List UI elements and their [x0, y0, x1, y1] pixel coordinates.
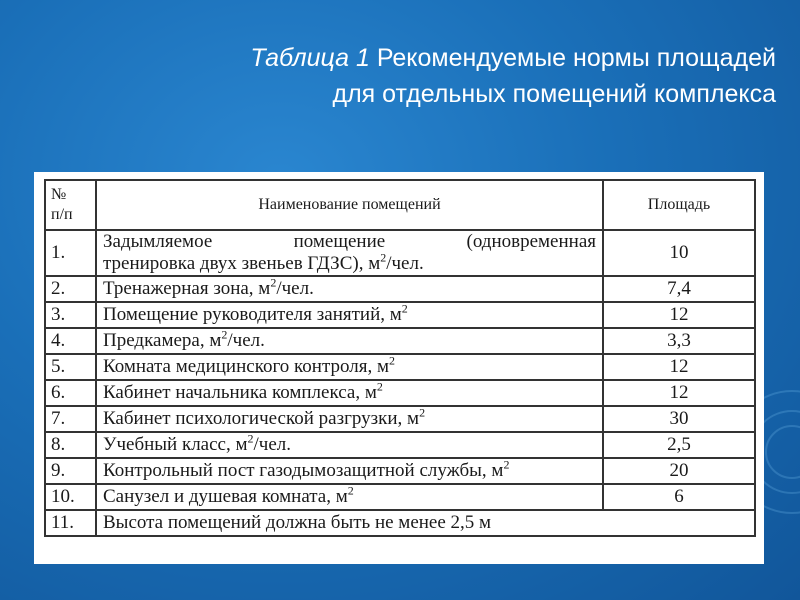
header-area: Площадь: [603, 180, 755, 230]
row-name: [96, 302, 603, 328]
row-name: [96, 354, 603, 380]
row-area: 20: [603, 458, 755, 484]
row-number: 3.: [45, 302, 96, 328]
header-number-line2: п/п: [51, 206, 73, 223]
row-sup: 2: [376, 379, 383, 394]
row-number: 4.: [45, 328, 96, 354]
table-row: [45, 458, 755, 484]
row-unit: /чел.: [276, 278, 314, 299]
row-name: Высота помещений должна быть не менее 2,5 м: [96, 510, 755, 536]
norms-table: [44, 179, 756, 537]
row-area: 10: [603, 230, 755, 276]
row-area: 2,5: [603, 432, 755, 458]
row-name: [96, 484, 603, 510]
table-row: [45, 510, 755, 536]
row-name-text: Контрольный пост газодымозащитной службы, м: [103, 460, 504, 481]
row-sup: 2: [221, 327, 228, 342]
slide-title: [96, 40, 776, 112]
header-number-line1: №: [51, 186, 67, 203]
row-sup: 2: [380, 250, 387, 265]
row-name: [96, 230, 603, 276]
table-row: [45, 484, 755, 510]
row-name: [96, 380, 603, 406]
row-name-text: Тренажерная зона, м: [103, 278, 271, 299]
row-sup: 2: [401, 301, 408, 316]
row-name-line1: Задымляемое помещение (одновременная: [103, 231, 596, 252]
row-name-text: Предкамера, м: [103, 330, 222, 351]
row-name-text: Кабинет психологической разгрузки, м: [103, 408, 420, 429]
row-number: 11.: [45, 510, 96, 536]
row-area: 3,3: [603, 328, 755, 354]
row-area: 7,4: [603, 276, 755, 302]
row-sup: 2: [270, 275, 277, 290]
table-row: [45, 328, 755, 354]
table-row: [45, 354, 755, 380]
table-row: [45, 380, 755, 406]
row-number: 9.: [45, 458, 96, 484]
row-sup: 2: [347, 483, 354, 498]
row-area: 30: [603, 406, 755, 432]
row-area: 6: [603, 484, 755, 510]
row-number: 2.: [45, 276, 96, 302]
row-sup: 2: [503, 457, 510, 472]
row-area: 12: [603, 302, 755, 328]
title-line1: Рекомендуемые нормы площадей: [369, 44, 776, 72]
row-number: 7.: [45, 406, 96, 432]
row-name: [96, 276, 603, 302]
table-row: [45, 302, 755, 328]
row-sup: 2: [247, 431, 254, 446]
row-name-text: Кабинет начальника комплекса, м: [103, 382, 377, 403]
row-area: 12: [603, 380, 755, 406]
row-name: [96, 406, 603, 432]
row-unit: /чел.: [253, 434, 291, 455]
row-name-text: Учебный класс, м: [103, 434, 248, 455]
title-prefix: Таблица 1: [250, 44, 370, 72]
table-row: [45, 406, 755, 432]
table-row: [45, 230, 755, 276]
table-row: [45, 276, 755, 302]
row-number: 5.: [45, 354, 96, 380]
title-line2: для отдельных помещений комплекса: [332, 80, 776, 108]
row-number: 6.: [45, 380, 96, 406]
row-area: 12: [603, 354, 755, 380]
row-unit: /чел.: [386, 253, 424, 274]
row-sup: 2: [419, 405, 426, 420]
row-name: [96, 458, 603, 484]
row-sup: 2: [389, 353, 395, 368]
row-name-text: Санузел и душевая комната, м: [103, 486, 348, 507]
row-name-text: Комната медицинского контроля, м: [103, 356, 389, 377]
table-header-row: [45, 180, 755, 230]
row-name: [96, 328, 603, 354]
header-number: [45, 180, 96, 230]
row-number: 10.: [45, 484, 96, 510]
row-unit: /чел.: [227, 330, 265, 351]
row-name: [96, 432, 603, 458]
row-number: 1.: [45, 230, 96, 276]
table-panel: [34, 172, 764, 564]
header-name: Наименование помещений: [96, 180, 603, 230]
table-row: [45, 432, 755, 458]
row-number: 8.: [45, 432, 96, 458]
row-name-line2: тренировка двух звеньев ГДЗС), м: [103, 253, 381, 274]
row-name-text: Помещение руководителя занятий, м: [103, 304, 402, 325]
